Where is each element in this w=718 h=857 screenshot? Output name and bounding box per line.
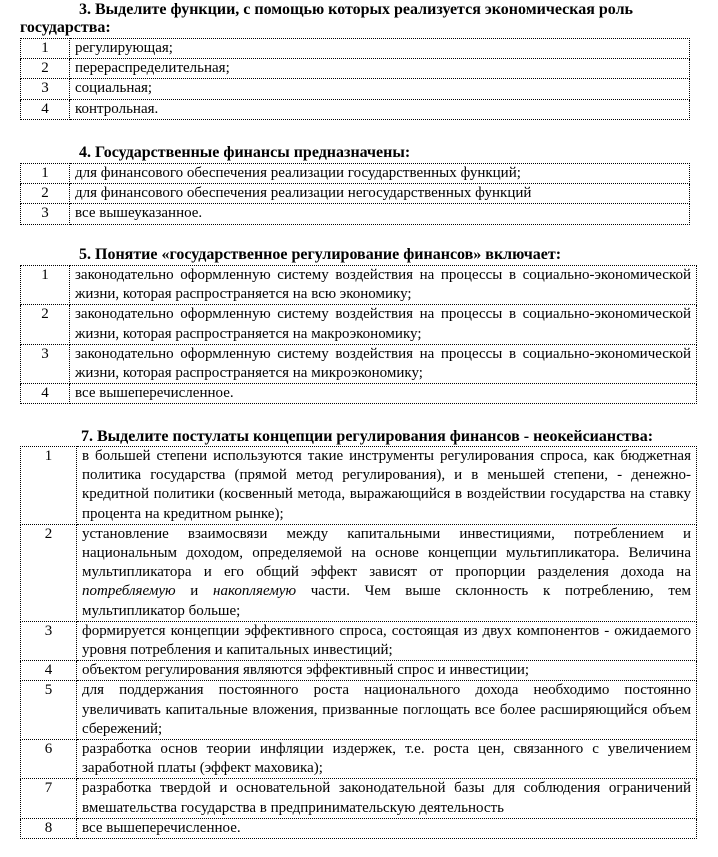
q7-option-7[interactable] [21,779,697,818]
q7-options-table [20,446,697,839]
option-number: 3 [21,621,77,660]
option-text-conjunction: и [190,583,199,600]
q4-option-1[interactable] [21,164,690,184]
q7-option-1[interactable] [21,447,697,525]
option-text: разработка твердой и основательной законодательной базы для соблюдения ограничений вмешательства государства в предпринимательскую деятельность [77,779,697,818]
option-number: 2 [21,59,70,79]
q7-option-5[interactable] [21,681,697,740]
option-number: 1 [21,39,70,59]
option-number: 4 [21,99,70,119]
q5-title: 5. Понятие «государственное регулирование финансов» включает: [79,246,562,263]
option-text: все вышеперечисленное. [77,818,697,838]
option-text [77,524,697,621]
q5-options-table [20,265,697,404]
q3-option-2[interactable] [21,59,690,79]
q7-title: 7. Выделите постулаты концепции регулирования финансов - неокейсианства: [81,428,654,445]
q5-option-2[interactable] [21,305,697,344]
option-text: все вышеуказанное. [70,204,690,224]
option-number: 2 [21,305,70,344]
option-number: 5 [21,681,77,740]
q3-title-line1: 3. Выделите функции, с помощью которых реализуется экономическая роль [79,1,633,18]
q3-option-4[interactable] [21,99,690,119]
option-text: для поддержания постоянного роста национального дохода необходимо постоянно увеличивать капитальные вложения, призванные поглощать все более расширяющийся объем сбережений; [77,681,697,740]
option-text: регулирующая; [70,39,690,59]
option-number: 8 [21,818,77,838]
option-text: в большей степени используются такие инструменты регулирования спроса, как бюджетная политика государства (прямой метод регулирования), и в меньшей степени, - денежно-кредитной политики (косвенный метода, выражающийся в воздействии государства на ставку процента на кредитном рынке); [77,447,697,525]
q3-option-3[interactable] [21,79,690,99]
q4-title: 4. Государственные финансы предназначены: [79,144,411,161]
option-number: 3 [21,204,70,224]
option-number: 6 [21,740,77,779]
option-text: контрольная. [70,99,690,119]
option-number: 3 [21,79,70,99]
q4-options-table [20,163,690,225]
option-text: законодательно оформленную систему воздействия на процессы в социально-экономической жизни, которая распространяется на микроэкономику; [70,344,697,383]
option-text: перераспределительная; [70,59,690,79]
option-text-part: части. Чем выше склонность к потреблению, тем мультипликатор больше; [82,583,692,619]
option-text-emphasis: потребляемую [82,583,176,600]
option-text: законодательно оформленную систему воздействия на процессы в социально-экономической жизни, которая распространяется на макроэкономику; [70,305,697,344]
option-text: формируется концепции эффективного спроса, состоящая из двух компонентов - ожидаемого уровня потребления и капитальных инвестиций; [77,621,697,660]
q3-option-1[interactable] [21,39,690,59]
option-text: для финансового обеспечения реализации негосударственных функций [70,184,690,204]
q7-option-8[interactable] [21,818,697,838]
q4-option-3[interactable] [21,204,690,224]
q3-title-line2: государства: [20,19,111,36]
option-number: 4 [21,384,70,404]
option-text: для финансового обеспечения реализации государственных функций; [70,164,690,184]
q7-option-6[interactable] [21,740,697,779]
option-number: 1 [21,266,70,305]
q3-options-table [20,38,690,120]
option-number: 1 [21,164,70,184]
option-text-emphasis: накопляемую [213,583,297,600]
q7-option-4[interactable] [21,661,697,681]
option-text: социальная; [70,79,690,99]
option-text: законодательно оформленную систему воздействия на процессы в социально-экономической жизни, которая распространяется на всю экономику; [70,266,697,305]
option-number: 2 [21,524,77,621]
q5-option-3[interactable] [21,344,697,383]
q5-option-1[interactable] [21,266,697,305]
q7-option-2[interactable] [21,524,697,621]
option-number: 7 [21,779,77,818]
option-number: 1 [21,447,77,525]
option-text: объектом регулирования являются эффективный спрос и инвестиции; [77,661,697,681]
option-text: все вышеперечисленное. [70,384,697,404]
q4-option-2[interactable] [21,184,690,204]
q5-option-4[interactable] [21,384,697,404]
option-text: разработка основ теории инфляции издержек, т.е. роста цен, связанного с увеличением заработной платы (эффект маховика); [77,740,697,779]
option-text-part: установление взаимосвязи между капитальными инвестициями, потреблением и национальным доходом, определяемой на основе концепции мультипликатора. Величина мультипликатора и его общий эффект зависят от пропорции разделения дохода на [82,525,691,581]
option-number: 4 [21,661,77,681]
option-number: 2 [21,184,70,204]
option-number: 3 [21,344,70,383]
q7-option-3[interactable] [21,621,697,660]
